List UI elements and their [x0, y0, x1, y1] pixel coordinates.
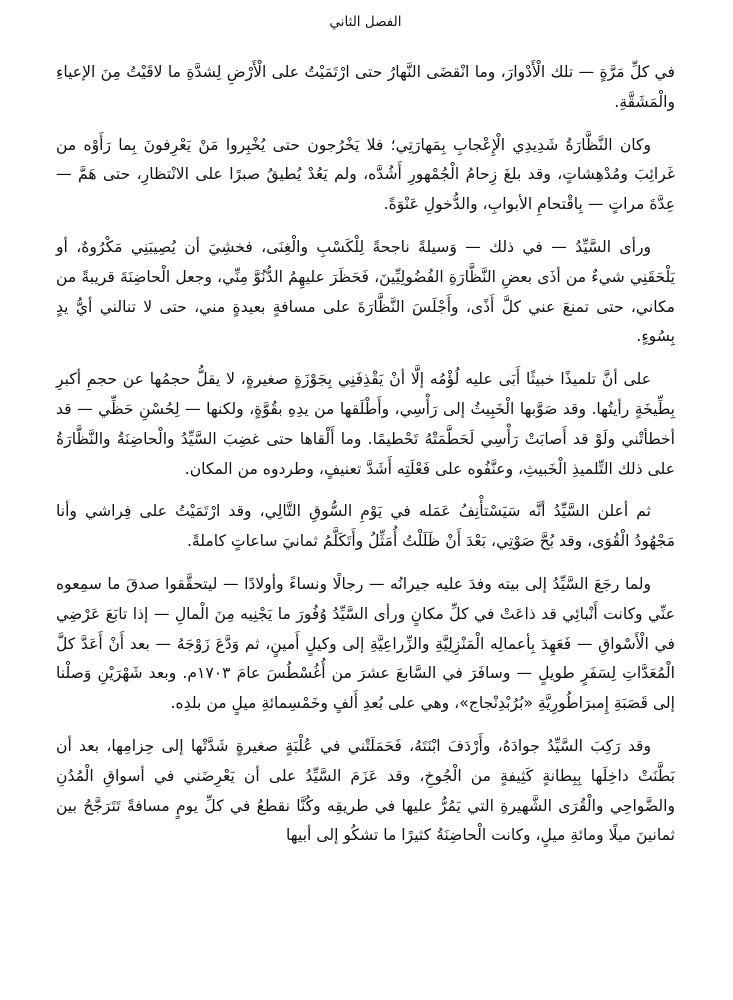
paragraph: وقد رَكِبَ السَّيِّدُ جوادَهُ، وأَرْدَفَ ابْنَتَهُ، فَحَمَلَتْني في عُلْبَةٍ صغيرةٍ شَدَّتْها إلى حِزامِها، بعد أن بَطَّنَتْ داخِلَها بِبِطانةٍ كَثِيفةٍ من الْجُوخِ، وقد عَزَمَ السَّيِّدُ على أن يَعْرِضَني في أسواقِ الْمُدُنِ والضَّواحِي والْقُرَى الشَّهيرةِ التي يَمُرُّ عليها في طريقِه وكُنَّا نقطعُ في كلِّ يومٍ مسافةً تَتَرَجَّحُ بين ثمانينَ ميلًا ومائةِ ميلٍ، وكانت الْحاضِنَةُ كثيرًا ما تشكُو إلى أبيها: [56, 736, 675, 845]
paragraph: وكان النَّظَّارَةُ شَدِيدِي الْإِعْجابِ بِمَهارَتِي؛ فلا يَخْرُجون حتى يُخْبِروا مَنْ يَعْرِفونَ بِما رَأَوْه من غَرائِبَ ومُدْهِشاتٍ، وقد بلغَ زِحامُ الْجُمْهورِ أَشُدَّه، ولم يَعُدْ يُطيقُ صبرًا على الانْتظارِ، حتى هَمَّ — عِدَّةَ مراتٍ — بِاقْتحامِ الأبوابِ، والدُّخولِ عَنْوَةً.: [56, 135, 675, 214]
chapter-body: [56, 58, 675, 851]
paragraph: ورأى السَّيِّدُ — في ذلك — وَسيلةً ناجحةً لِلْكَسْبِ والْغِنَى، فخشِيَ أن يُصِيبَنِي مَكْرُوهٌ، أو يَلْحَقَنِي شيءٌ من أذَى بعضِ النَّظَّارَةِ الفُضُولِيِّينَ، فَحَظَرَ عليهِمُ الدُّنُوَّ مِنِّي، وجعل الْحاضِنَةَ قريبةً من مكاني، حتى تمنعَ عني كلَّ أَذًى، وأَجْلَسَ النَّظَّارَةَ على مسافةٍ بعيدةٍ مني، حتى لا تنالني أيُّ يدٍ بِسُوءٍ.: [56, 237, 675, 346]
chapter-running-header: الفصل الثاني: [329, 14, 402, 30]
paragraph: ولما رجَعَ السَّيِّدُ إلى بيته وفدَ عليه جيرانُه — رجالًا ونساءً وأولادًا — ليتحقَّقوا صدقَ ما سمِعوه عنِّي وكانت أَنْبائِي قد ذاعَتْ في كلِّ مكانٍ ورأى السَّيِّدُ وُفُورَ ما يَجْنِيه مِنَ الْمالِ — إذا تابَعَ عَرْضِي في الْأَسْواقِ — فَعَهِدَ بِأعمالِه الْمَنْزِلِيَّةِ والزِّراعِيَّةِ إلى وكيلٍ أَمينٍ، ثم وَدَّعَ زَوْجَهُ — بعد أَنْ أَعَدَّ كلَّ الْمُعَدَّاتِ لِسَفَرٍ طويلٍ — وسافَرَ في السَّابعَ عشرَ من أُغُسْطُسَ عامَ ١٧٠٣م. وبعد شَهْرَيْنِ وَصلْنا إلى قَصَبَةِ إِمبرَاطُورِيَّةِ «بُرُبْدِنْجاج»، وهي على بُعدِ أَلفٍ وخَمْسِمائةِ ميلٍ من بلدِه.: [56, 574, 675, 713]
paragraph: ثم أعلن السَّيِّدُ أنَّه سَيَسْتأْنِفُ عَمَله في يَوْمِ السُّوقِ التَّالِي، وقد ارْتَمَيْتُ على فِراشي وأنا مَجْهُودُ الْقُوَى، وقد بُحَّ صَوْتِي، بَعْدَ أَنْ ظَلَلْتُ أُمَثِّلُ وأَتَكَلَّمُ ثمانيَ ساعاتٍ كاملةً.: [56, 502, 675, 551]
paragraph: في كلِّ مَرَّةٍ — تلك الْأَدْوارَ، وما انْقضَى النَّهارُ حتى ارْتَمَيْتُ على الْأَرْضِ لِشدَّةِ ما لاقَيْتُ مِنَ الإعياءِ والْمَشَقَّةِ.: [56, 63, 675, 111]
paragraph: على أنَّ تلميذًا خبيثًا أَبَى عليه لُؤْمُه إلَّا أنْ يَقْذِفَنِي بِجَوْزَةٍ صغيرةٍ، لا يقلُّ حجمُها عن حجمِ أكبرِ بِطِّيخَةٍ رأيتُها. وقد صَوَّبها الْخَبِيثُ إلى رَأْسِي، وأَطْلَقها من يدِهِ بقُوَّةٍ، ولكنها — لِحُسْنِ حَظِّي — قد أخطأتْني ولَوْ قد أَصابَتْ رَأْسِي لَحَطَّمَتْهُ تَحْطيمًا. وما أَلْقاها حتى غضِبَ السَّيِّدُ والْحاضِنَةُ والنَّظَّارَةُ على ذلك التِّلميذِ الْخَبيثِ، وعنَّفُوه على فَعْلَتِه أَشَدَّ تعنيفٍ، وطردوه من المكان.: [56, 370, 675, 478]
